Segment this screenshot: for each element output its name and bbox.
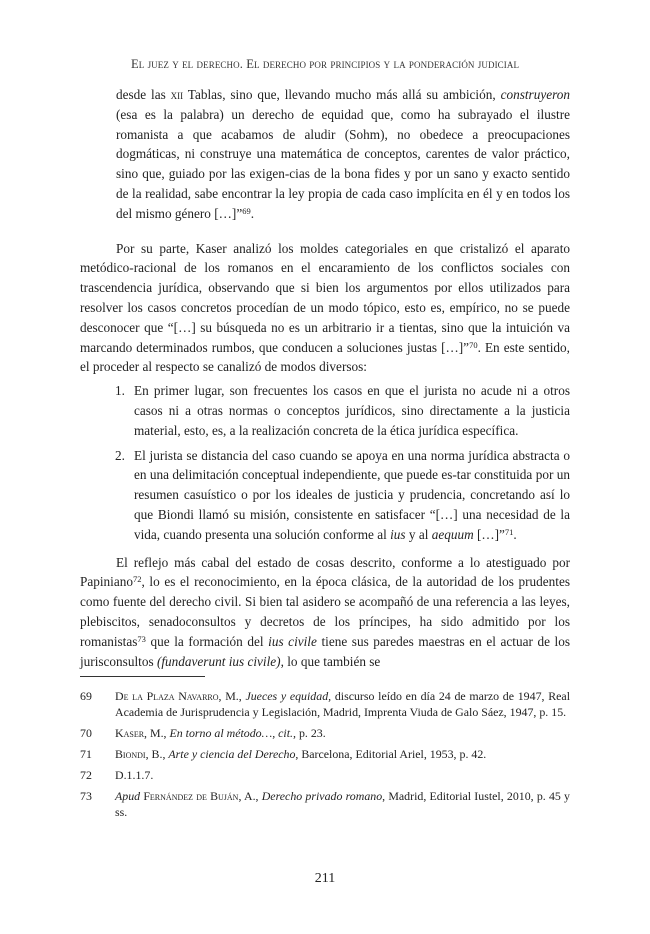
footnote-number: 70: [80, 726, 92, 740]
paragraph-kaser: Por su parte, Kaser analizó los moldes categoriales en que cristalizó el aparato metódico-racional de los romanos en el encaramiento de los conflictos sociales con trascendencia jurídica, observando que si bien los argumentos por ellos utilizados para resolver los casos concretos procedían de un modo tópico, esto es, empírico, no se puede desconocer que “[…] su búsqueda no es un arbitrario ir a tientas, sino que la intuición va marcando determinados rumbos, que conducen a soluciones justas […]”$^{70}$. En este sentido, el proceder al respecto se canalizó de modos diversos:: [80, 240, 570, 375]
footnote-text: Biondi, B., Arte y ciencia del Derecho, Barcelona, Editorial Ariel, 1953, p. 42.: [115, 747, 487, 761]
italic-word: construyeron: [500, 87, 570, 102]
page-number: 211: [314, 871, 336, 886]
running-head: El juez y el derecho. El derecho por principios y la ponderación judicial: [130, 57, 520, 71]
list-item-text: En primer lugar, son frecuentes los casos en que el jurista no acude ni a otros casos ni a otras normas o conceptos jurídicos, sino directamente a la justicia material, esto, es, a la realización concreta de la ética jurídica específica.: [134, 383, 570, 438]
footnote-72: [80, 767, 570, 783]
italic-phrase: ius civile: [268, 633, 317, 649]
footnote-text: De la Plaza Navarro, M., Jueces y equidad, discurso leído en día 24 de marzo de 1947, Real Academia de Jurisprudencia y Legislación, Madrid, Imprenta Viuda de Galo Sáez, 1947, p. 15.: [115, 689, 570, 719]
footnote-text: Kaser, M., En torno al método…, cit., p. 23.: [115, 726, 326, 740]
footnote-number: 71: [80, 747, 92, 761]
footnote-ref-70[interactable]: 70: [469, 339, 478, 350]
footnote-71: [80, 746, 570, 762]
list-item: 2. El jurista se distancia del caso cuando se apoya en una norma jurídica abstracta o en una delimitación conceptual independiente, que puede es-tar constituida por un resumen casuístico o por los ideales de justicia y prudencia, concretando así lo que Biondi llamó su misión, consistente en satisfacer “[…] una necesidad de la vida, cuando presenta una solución conforme al ius y al aequum […]”$^{71}$.: [115, 447, 570, 542]
running-head-part1: El juez y el derecho: [130, 57, 240, 71]
italic-word: ius: [390, 526, 406, 542]
footnote-ref-71[interactable]: 71: [504, 526, 514, 537]
roman-numeral: xii: [170, 87, 184, 102]
numbered-list: [80, 381, 570, 544]
list-number: 2.: [115, 447, 125, 463]
footnote-ref-73[interactable]: 73: [137, 633, 146, 644]
footnote-73: [80, 788, 570, 820]
italic-word: aequum: [431, 526, 474, 542]
footnote-text: Apud Fernández de Buján, A., Derecho privado romano, Madrid, Editorial Iustel, 2010, p. 45 y ss.: [115, 789, 570, 819]
footnote-separator: [80, 676, 205, 677]
list-item: [80, 381, 570, 440]
list-number: 1.: [115, 383, 125, 399]
main-text: [80, 85, 570, 671]
footnote-text: D.1.1.7.: [115, 768, 154, 782]
footnote-69: [80, 688, 570, 720]
block-quote: desde las xii Tablas, sino que, llevando mucho más allá su ambición, construyeron (esa es la palabra) un derecho de equidad que, como ha subrayado el ilustre romanista a que acabamos de aludir (Sohm), no obedece a preocupaciones dogmáticas, ni construye una matemática de conceptos, carentes de valor práctico, sino que, guiado por las exigen-cias de la bona fides y por un sano y exacto sentido de la realidad, sabe encontrar la ley propia de cada caso implícita en él y en todos los del mismo género […]”$^{69}$.: [116, 87, 570, 221]
running-head-part2: El derecho por principios y la ponderación judicial: [246, 57, 520, 71]
footnote-ref-72[interactable]: 72: [133, 574, 142, 585]
footnote-number: 72: [80, 768, 92, 782]
footnote-number: 69: [80, 689, 92, 703]
footnote-70: [80, 725, 570, 741]
italic-phrase: (fundaverunt ius civile): [156, 653, 281, 669]
footnote-number: 73: [80, 789, 92, 803]
footnote-ref-69[interactable]: 69: [242, 205, 251, 216]
paragraph-papiniano: El reflejo más cabal del estado de cosas descrito, conforme a lo atestiguado por Papiniano$^{72}$, lo es el reconocimiento, en la época clásica, de la autoridad de los prudentes como fuente del derecho civil. Si bien tal asidero se acompañó de una referencia a las leyes, plebiscitos, senadoconsultos y decretos de los príncipes, ha sido admitido por los romanistas$^{73}$ que la formación del ius civile tiene sus paredes maestras en el actuar de los jurisconsultos (fundaverunt ius civile), lo que también se: [80, 554, 570, 669]
footnotes: [80, 688, 570, 825]
